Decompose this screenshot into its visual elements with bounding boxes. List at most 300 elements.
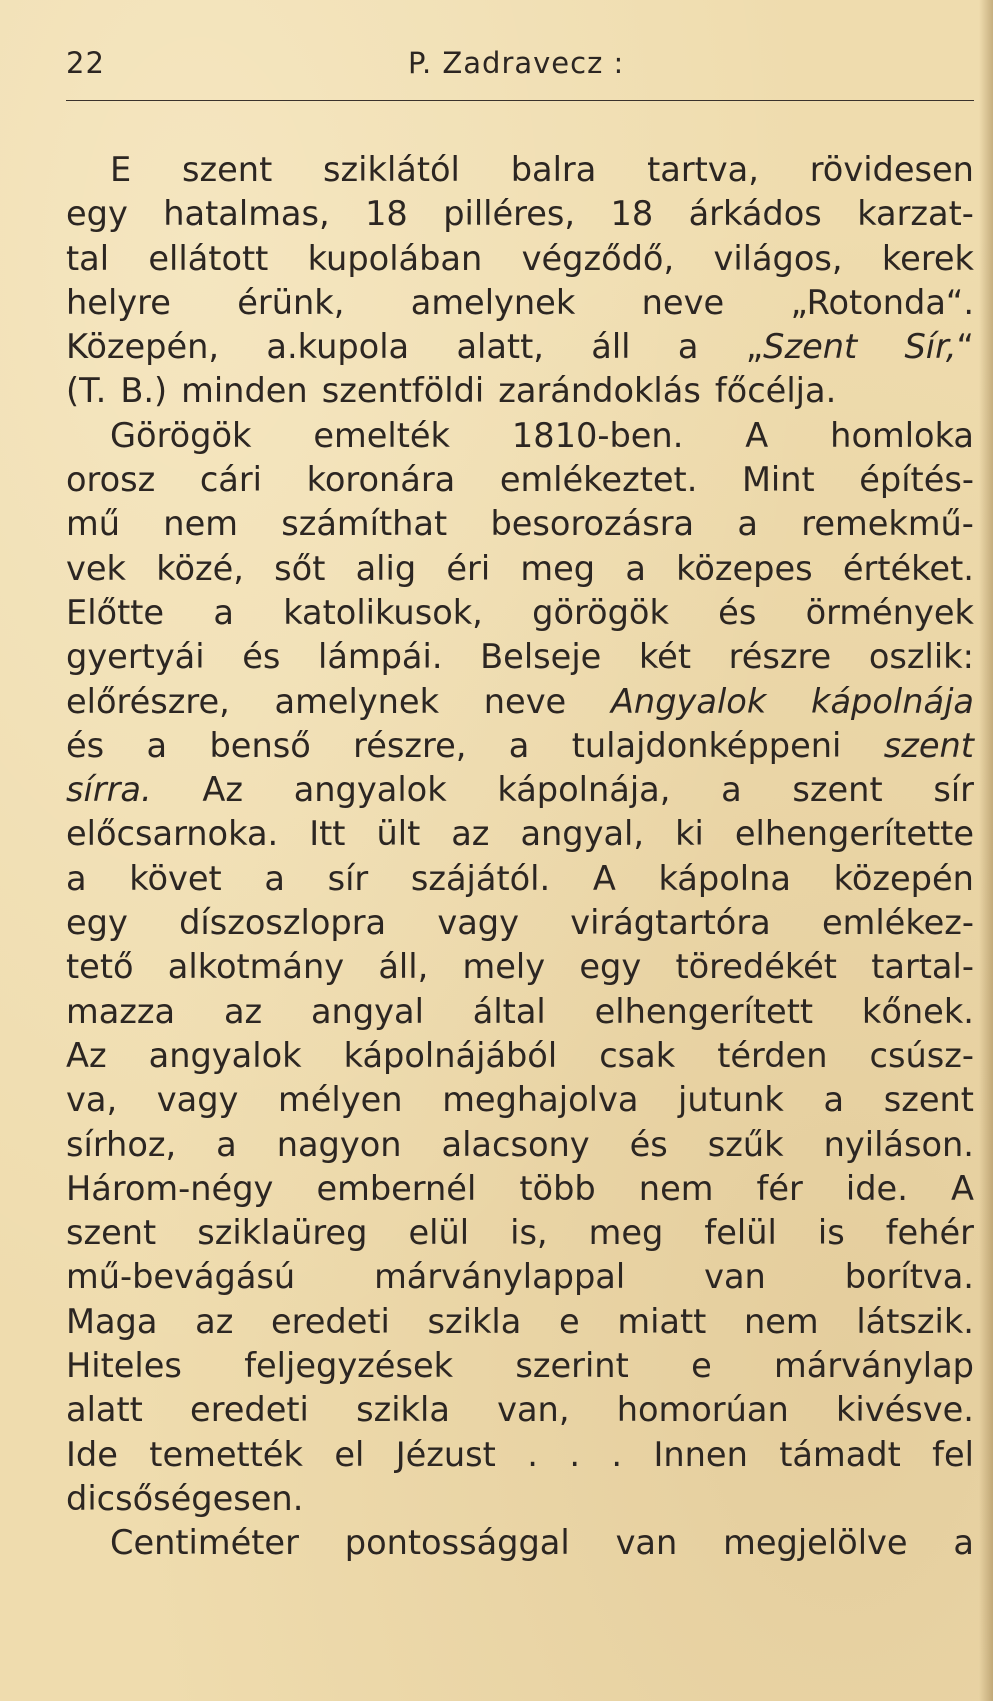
- word: [275, 680, 440, 724]
- text: e: [691, 1346, 712, 1386]
- word: [639, 1167, 714, 1211]
- word: [179, 901, 386, 945]
- word: [463, 945, 546, 989]
- text: egy: [66, 903, 128, 943]
- word: [570, 901, 771, 945]
- text: áll,: [378, 947, 429, 987]
- text: eredeti: [271, 1301, 390, 1341]
- word: [446, 547, 490, 591]
- word: [209, 724, 310, 768]
- text: neve: [641, 282, 725, 322]
- word: [442, 1123, 590, 1167]
- word: [281, 502, 447, 546]
- text: támadt: [779, 1434, 901, 1474]
- word: [437, 901, 519, 945]
- text: Belseje: [480, 637, 602, 677]
- text: szent: [883, 1080, 974, 1120]
- word: [181, 369, 308, 413]
- text: kápolnájából: [343, 1035, 558, 1075]
- text: tető: [66, 947, 134, 987]
- word: [647, 148, 759, 192]
- text: kerek: [881, 238, 974, 278]
- word: [675, 812, 704, 856]
- word: [345, 1521, 570, 1565]
- text: a: [953, 1523, 974, 1563]
- text: sír: [327, 858, 369, 898]
- page-number: 22: [66, 46, 105, 80]
- word: [859, 458, 974, 502]
- text: nagyon: [276, 1124, 402, 1164]
- word: [307, 458, 456, 502]
- word: [378, 945, 428, 989]
- word: [163, 502, 238, 546]
- text: Jézust: [395, 1434, 496, 1474]
- text-line: [66, 768, 974, 812]
- text: cári: [199, 460, 263, 500]
- text: mű-bevágású: [66, 1257, 296, 1297]
- text: nem: [743, 1301, 819, 1341]
- text: számíthat: [281, 504, 448, 544]
- word: [294, 768, 447, 812]
- text: a: [508, 725, 530, 765]
- word: [704, 1255, 766, 1299]
- word: [953, 1521, 974, 1565]
- text: kupolában: [307, 238, 483, 278]
- word: [713, 237, 842, 281]
- text: által: [472, 991, 546, 1031]
- word: [120, 369, 167, 413]
- word: [344, 1034, 558, 1078]
- word: [522, 237, 675, 281]
- text: két: [638, 637, 692, 677]
- word: [843, 547, 974, 591]
- text: márványlap: [774, 1346, 974, 1386]
- text: főcélja.: [714, 371, 837, 411]
- text: végződő,: [521, 238, 675, 278]
- text: a: [216, 1124, 237, 1164]
- text: örmények: [805, 592, 974, 632]
- text-line: [66, 680, 974, 724]
- word: [830, 414, 974, 458]
- word: [572, 724, 842, 768]
- text: feljegyzések: [244, 1346, 454, 1386]
- text: koronára: [306, 460, 456, 500]
- word: [66, 1300, 157, 1344]
- text: kápolna: [658, 858, 791, 898]
- text: „Rotonda“.: [790, 282, 974, 322]
- text: rövidesen: [809, 150, 974, 189]
- word: [66, 1211, 156, 1255]
- word: [66, 547, 126, 591]
- word: [110, 148, 131, 192]
- text-line: [66, 1344, 974, 1388]
- text: a: [677, 327, 699, 367]
- text: amelynek: [410, 282, 576, 322]
- text: és: [66, 725, 105, 765]
- word: [869, 635, 974, 679]
- word: [277, 1123, 402, 1167]
- text: B.): [120, 371, 168, 411]
- word: [309, 812, 345, 856]
- text: e: [559, 1301, 580, 1341]
- text: „: [745, 327, 764, 367]
- word: [933, 768, 974, 812]
- word: [365, 192, 408, 236]
- text: vagy: [156, 1080, 239, 1120]
- word: [757, 1167, 803, 1211]
- word: [625, 547, 646, 591]
- word: [511, 148, 597, 192]
- word: [884, 724, 974, 768]
- word: [66, 325, 219, 369]
- word: [328, 857, 369, 901]
- text-line: [66, 812, 974, 856]
- text: homorúan: [616, 1390, 789, 1430]
- word: [862, 990, 974, 1034]
- italic-text: kápolnája: [811, 681, 974, 721]
- word: [845, 1255, 974, 1299]
- text: áll: [591, 327, 631, 367]
- text: díszoszlopra: [179, 903, 387, 943]
- text: és: [242, 637, 281, 677]
- text: karzat-: [857, 194, 974, 234]
- word: [610, 192, 653, 236]
- word: [456, 325, 544, 369]
- text-line: [66, 1521, 974, 1565]
- text: dicsőségesen.: [66, 1478, 304, 1518]
- word: [66, 901, 128, 945]
- text: csúsz-: [869, 1035, 974, 1075]
- word: [242, 635, 280, 679]
- text: besorozásra: [490, 504, 695, 544]
- text: borítva.: [844, 1257, 974, 1297]
- text-line: [66, 945, 974, 989]
- word: [515, 1344, 628, 1388]
- text: E: [110, 150, 132, 189]
- word: [182, 148, 272, 192]
- text: Innen: [653, 1434, 748, 1474]
- word: [490, 502, 694, 546]
- text: eredeti: [190, 1390, 309, 1430]
- word: [66, 192, 128, 236]
- text: a: [625, 548, 646, 588]
- text: felül: [704, 1213, 777, 1253]
- text: is: [817, 1213, 845, 1253]
- word: [110, 1521, 299, 1565]
- text: fér: [756, 1168, 803, 1208]
- text: a: [737, 504, 758, 544]
- word: [278, 1078, 403, 1122]
- text: alacsony: [441, 1124, 590, 1164]
- word: [497, 1388, 569, 1432]
- word: [500, 458, 698, 502]
- text: miatt: [617, 1301, 707, 1341]
- text: katolikusok,: [283, 592, 483, 632]
- word: [283, 591, 483, 635]
- word: [595, 990, 813, 1034]
- word: [617, 1300, 706, 1344]
- word: [66, 1255, 295, 1299]
- text: remekmű-: [801, 504, 974, 544]
- text: balra: [510, 150, 597, 189]
- text: töredékét: [675, 947, 837, 987]
- word: [66, 768, 152, 812]
- text: 1810-ben.: [511, 415, 684, 455]
- word: [611, 680, 766, 724]
- text: az: [451, 814, 490, 854]
- word: [322, 369, 485, 413]
- text: tartal-: [871, 947, 974, 987]
- text-line: [66, 857, 974, 901]
- text: elül: [408, 1213, 470, 1253]
- italic-text: szent: [883, 725, 974, 765]
- word: [318, 635, 443, 679]
- word: [834, 857, 974, 901]
- text: vek: [66, 548, 126, 588]
- text: alig: [355, 548, 417, 588]
- text: érünk,: [237, 282, 345, 322]
- word: [520, 547, 595, 591]
- word: [274, 547, 325, 591]
- word: [589, 1211, 664, 1255]
- text: A: [592, 858, 616, 898]
- italic-text: Angyalok: [610, 681, 767, 721]
- text: nem: [638, 1168, 714, 1208]
- text: .: [527, 1434, 538, 1474]
- text: 18: [610, 194, 654, 234]
- text-line: [66, 148, 974, 192]
- text-line: [66, 724, 974, 768]
- word: [678, 325, 699, 369]
- word: [579, 945, 641, 989]
- text: mely: [462, 947, 546, 987]
- text: Három-négy: [66, 1168, 274, 1208]
- word: [66, 1344, 182, 1388]
- word: [708, 1123, 784, 1167]
- word: [202, 768, 243, 812]
- text: ellátott: [148, 238, 269, 278]
- text-line: [66, 458, 974, 502]
- word: [824, 1123, 974, 1167]
- word: [616, 1521, 678, 1565]
- text: kápolnája,: [497, 770, 671, 810]
- text-line: [66, 502, 974, 546]
- text: sziklától: [323, 150, 460, 189]
- text: árkádos: [688, 194, 822, 234]
- word: [66, 1388, 143, 1432]
- text: embernél: [316, 1168, 477, 1208]
- text: márványlappal: [374, 1257, 626, 1297]
- text-line: [66, 990, 974, 1034]
- word: [846, 1167, 908, 1211]
- word: [411, 857, 550, 901]
- word: [717, 1034, 827, 1078]
- text-line: [66, 237, 974, 281]
- word: [149, 1433, 303, 1477]
- word: [653, 1433, 747, 1477]
- word: [408, 1211, 469, 1255]
- word: [569, 1433, 580, 1477]
- text-line: [66, 1123, 974, 1167]
- word: [497, 768, 670, 812]
- text: “: [956, 327, 974, 367]
- word: [484, 680, 566, 724]
- text: részre,: [353, 725, 467, 765]
- text: nem: [163, 504, 238, 544]
- word: [66, 1167, 273, 1211]
- word: [779, 1433, 901, 1477]
- word: [147, 724, 168, 768]
- word: [264, 857, 285, 901]
- text: neve: [483, 681, 567, 721]
- word: [195, 1300, 233, 1344]
- text: a: [264, 858, 285, 898]
- text-line: [66, 1078, 974, 1122]
- text: angyal,: [520, 814, 645, 854]
- text: virágtartóra: [570, 903, 771, 943]
- word: [527, 1433, 538, 1477]
- text: ki: [675, 814, 704, 854]
- text: mazza: [66, 991, 176, 1031]
- word: [66, 945, 134, 989]
- text-line: [66, 547, 974, 591]
- text: több: [519, 1168, 596, 1208]
- word: [149, 1034, 302, 1078]
- word: [857, 192, 974, 236]
- word: [611, 1433, 622, 1477]
- word: [66, 1034, 107, 1078]
- text: homloka: [830, 415, 974, 455]
- word: [148, 237, 268, 281]
- word: [886, 1211, 974, 1255]
- word: [823, 1078, 844, 1122]
- word: [66, 591, 164, 635]
- text: meg: [520, 548, 596, 588]
- text: egy: [66, 194, 128, 234]
- word: [213, 591, 234, 635]
- word: [473, 990, 546, 1034]
- word: [66, 990, 175, 1034]
- text-line: [66, 1300, 974, 1344]
- text: szent: [66, 1213, 157, 1253]
- text: angyal: [310, 991, 424, 1031]
- word: [323, 148, 460, 192]
- text: pontossággal: [344, 1523, 570, 1563]
- text: Ide: [66, 1434, 118, 1474]
- word: [66, 812, 278, 856]
- text: van,: [497, 1390, 570, 1430]
- word: [157, 1078, 239, 1122]
- text: pilléres,: [443, 194, 576, 234]
- word: [806, 591, 974, 635]
- italic-text: Sír,: [904, 327, 957, 367]
- text: .: [611, 1434, 623, 1474]
- text: mű: [66, 504, 120, 544]
- word: [66, 458, 155, 502]
- text: előcsarnoka.: [66, 814, 279, 854]
- word: [746, 325, 857, 369]
- text: van: [704, 1257, 766, 1297]
- page-header: [66, 44, 946, 86]
- word: [745, 414, 768, 458]
- word: [856, 1300, 974, 1344]
- word: [66, 281, 171, 325]
- word: [66, 1477, 303, 1521]
- text-line: [66, 1211, 974, 1255]
- word: [66, 1433, 118, 1477]
- word: [316, 1167, 476, 1211]
- word: [480, 635, 601, 679]
- text: alatt,: [456, 327, 544, 367]
- word: [110, 414, 251, 458]
- text: kivésve.: [835, 1390, 974, 1430]
- text: minden: [181, 371, 308, 411]
- word: [715, 369, 836, 413]
- word: [311, 990, 424, 1034]
- word: [376, 812, 420, 856]
- word: [593, 857, 616, 901]
- text: 18: [365, 194, 408, 234]
- text: csak: [599, 1035, 676, 1075]
- word: [66, 1123, 176, 1167]
- text: követ: [129, 858, 222, 898]
- word: [66, 369, 106, 413]
- text: angyalok: [148, 1035, 302, 1075]
- text-line: [66, 1433, 974, 1477]
- body-text: [66, 148, 974, 1566]
- text-line: [66, 281, 974, 325]
- text: szikla: [427, 1301, 522, 1341]
- word: [224, 990, 262, 1034]
- word: [519, 1167, 595, 1211]
- text: szent: [792, 770, 883, 810]
- word: [904, 325, 973, 369]
- word: [742, 458, 815, 502]
- text-line: [66, 369, 974, 413]
- word: [266, 325, 409, 369]
- text: megjelölve: [723, 1523, 908, 1563]
- word: [818, 1211, 845, 1255]
- word: [509, 724, 530, 768]
- word: [689, 192, 822, 236]
- word: [190, 1388, 309, 1432]
- text: Görögök: [110, 415, 252, 455]
- text: emelték: [313, 415, 450, 455]
- word: [642, 281, 724, 325]
- text: van: [615, 1523, 678, 1563]
- text: nyiláson.: [823, 1124, 974, 1164]
- word: [737, 502, 758, 546]
- text-line: [66, 1167, 974, 1211]
- italic-text: Szent: [763, 327, 858, 367]
- word: [271, 1300, 390, 1344]
- word: [704, 1211, 776, 1255]
- text: (T.: [66, 371, 107, 411]
- word: [313, 414, 450, 458]
- text: a: [66, 858, 87, 898]
- text: az: [223, 991, 263, 1031]
- text: Előtte: [66, 592, 165, 632]
- word: [729, 635, 832, 679]
- text: emlékez-: [821, 903, 974, 943]
- word: [66, 857, 87, 901]
- text-line: [66, 1477, 974, 1521]
- text: az: [195, 1301, 234, 1341]
- word: [735, 812, 974, 856]
- word: [836, 1388, 974, 1432]
- text: A: [745, 415, 769, 455]
- text: meghajolva: [442, 1080, 639, 1120]
